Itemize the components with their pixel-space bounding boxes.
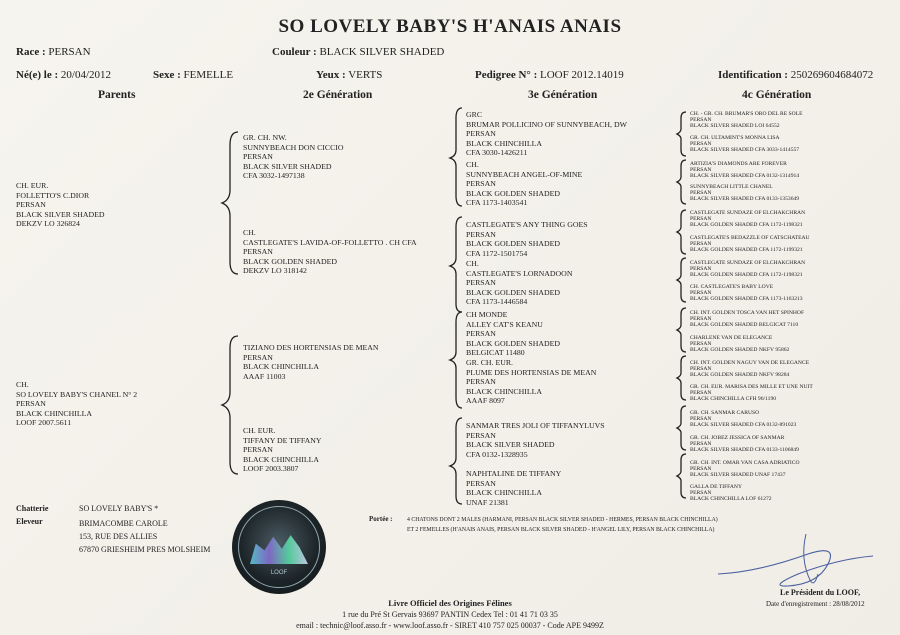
gen3-line: BLACK CHINCHILLA [466, 386, 543, 396]
gen4-line: BLACK SILVER SHADED CFA 0132-1314914 [690, 173, 800, 180]
race-label: Race : [16, 46, 46, 58]
gen2-line: SUNNYBEACH DON CICCIO [243, 142, 344, 152]
sexe-value: FEMELLE [183, 69, 234, 81]
gen3-line: NAPHTALINE DE TIFFANY [466, 469, 562, 478]
birth-label: Né(e) le : [16, 69, 59, 81]
gen4-line: BLACK SILVER SHADED CFA 3033-1414557 [690, 147, 800, 154]
gen4-line: PERSAN [690, 216, 712, 223]
gen3-entry-5 [466, 310, 560, 358]
gen4-line: PERSAN [690, 490, 712, 497]
gen2-line: CASTLEGATE'S LAVIDA-OF-FOLLETTO . CH CFA [243, 237, 417, 247]
sire-title: CH. EUR. [16, 181, 49, 190]
gen4-line: PERSAN [690, 366, 712, 373]
gen4-line: BLACK CHINCHILLA LOF 61272 [690, 496, 772, 503]
gen2-entry-2 [243, 228, 417, 276]
gen3-line: PERSAN [466, 430, 496, 440]
birth-value: 20/04/2012 [60, 69, 112, 81]
gen4-line: BLACK GOLDEN SHADED BELGICAT 7110 [690, 322, 799, 329]
gen4-line: CASTLEGATE SUNDAZE OF ELCHAKCHRAN [690, 210, 806, 216]
gen2-line: BLACK GOLDEN SHADED [243, 256, 337, 266]
gen3-line: CASTLEGATE'S LORNADOON [466, 268, 573, 278]
gen4-entry-7 [690, 260, 805, 279]
gen4-line: CASTLEGATE'S BEDAZZLE OF CATSCHATEAU [690, 235, 810, 241]
gen2-line: PERSAN [243, 445, 273, 455]
gen4-entry-6 [690, 235, 810, 254]
gen4-entry-14 [690, 435, 799, 454]
dam-reg: LOOF 2007.5611 [16, 418, 72, 428]
gen3-line: CFA 1173-1446584 [466, 297, 528, 307]
gen3-line: SANMAR TRES JOLI OF TIFFANYLUVS [466, 421, 605, 430]
gen4-entry-8 [690, 284, 803, 303]
gen2-line: TIFFANY DE TIFFANY [243, 435, 322, 445]
gen4-line: BLACK GOLDEN SHADED CFA 1172-1198321 [690, 222, 803, 229]
gen4-entry-11 [690, 360, 809, 379]
gen4-entry-3 [690, 161, 799, 180]
gen3-line: AAAF 8097 [466, 396, 505, 406]
gen4-line: PERSAN [690, 441, 712, 448]
yeux-value: VERTS [348, 69, 383, 81]
sire-reg: DEKZV LO 326824 [16, 219, 80, 229]
chatterie-value: SO LOVELY BABY'S * [79, 504, 159, 513]
page-title: SO LOVELY BABY'S H'ANAIS ANAIS [278, 16, 622, 37]
gen4-line: GR. CH. INT. OMAR VAN CASA ADRIATICO [690, 460, 800, 466]
loof-address: 1 rue du Pré St Gervais 93697 PANTIN Cedex Tel : 01 41 71 03 35 [342, 610, 558, 619]
gen3-line: ALLEY CAT'S KEANU [466, 319, 543, 329]
hologram-seal-icon [232, 500, 326, 594]
gen3-line: BRUMAR POLLICINO OF SUNNYBEACH, DW [466, 119, 627, 129]
gen4-line: PERSAN [690, 141, 712, 148]
gen4-line: BLACK SILVER SHADED CFA 0133-1353649 [690, 196, 800, 203]
gen3-line: BLACK CHINCHILLA [466, 488, 543, 498]
gen3-line: GRC [466, 110, 483, 119]
gen4-line: PERSAN [690, 167, 712, 174]
gen2-line: GR. CH. NW. [243, 133, 287, 142]
gen4-line: GR. CH. EUR. MARISA DES MILLE ET UNE NUIT [690, 384, 813, 390]
pedigree-value: LOOF 2012.14019 [539, 69, 624, 81]
identification-value: 250269604684072 [790, 69, 874, 81]
gen4-line: GALLA DE TIFFANY [690, 484, 743, 490]
sire-name: FOLLETTO'S C.DIOR [16, 190, 90, 200]
gen3-line: BLACK GOLDEN SHADED [466, 287, 560, 297]
gen4-entry-16 [690, 484, 772, 503]
gen2-entry-3 [243, 343, 379, 381]
gen3-entry-6 [466, 358, 596, 406]
gen3-entry-7 [466, 421, 605, 459]
gen3-line: CH. [466, 259, 479, 268]
dam-breed: PERSAN [16, 399, 46, 409]
column-gen4: 4c Génération [742, 89, 812, 101]
gen3-entry-2 [466, 160, 582, 208]
column-parents: Parents [98, 89, 136, 101]
column-gen2: 2e Génération [303, 89, 373, 101]
gen3-line: BLACK GOLDEN SHADED [466, 338, 560, 348]
gen4-line: PERSAN [690, 416, 712, 423]
gen3-line: PERSAN [466, 129, 496, 139]
portee-label: Portée : [369, 515, 393, 523]
sire-breed: PERSAN [16, 200, 46, 210]
president-title: Le Président du LOOF, [780, 588, 861, 597]
portee-line-2: ET 2 FEMELLES (H'ANAIS ANAIS, PERSAN BLACK SILVER SHADED - H'ANGEL LILY, PERSAN BLACK CHINCHILLA) [407, 527, 715, 533]
gen4-entry-13 [690, 410, 796, 429]
gen4-line: PERSAN [690, 266, 712, 273]
gen2-line: AAAF 11003 [243, 371, 286, 381]
gen3-line: PERSAN [466, 329, 496, 339]
gen4-entry-4 [690, 184, 799, 203]
gen2-line: CFA 3032-1497138 [243, 171, 305, 181]
gen4-line: PERSAN [690, 241, 712, 248]
portee-line-1: 4 CHATONS DONT 2 MALES (HARMANI, PERSAN BLACK SILVER SHADED - HERMES, PERSAN BLACK CHINCHILLA) [407, 517, 718, 523]
eleveur-block [79, 517, 210, 556]
gen3-line: CFA 0132-1328935 [466, 449, 528, 459]
gen3-line: UNAF 21381 [466, 497, 509, 507]
gen3-line: BLACK CHINCHILLA [466, 138, 543, 148]
gen4-line: BLACK SILVER SHADED LOI 64552 [690, 123, 780, 130]
eleveur-name: BRIMACOMBE CAROLE [79, 519, 168, 528]
gen4-line: BLACK GOLDEN SHADED NKFV 95862 [690, 347, 790, 354]
gen4-line: CH. INT. GOLDEN NAGUY VAN DE ELEGANCE [690, 360, 810, 366]
eleveur-city: 67870 GRIESHEIM PRES MOLSHEIM [79, 545, 211, 554]
gen4-line: BLACK GOLDEN SHADED NKFV 98284 [690, 372, 790, 379]
signature-icon [688, 514, 888, 594]
gen4-line: BLACK SILVER SHADED UNAF 17437 [690, 472, 786, 479]
registration-date: Date d'enregistrement : 28/08/2012 [766, 600, 865, 608]
gen3-line: PLUME DES HORTENSIAS DE MEAN [466, 367, 597, 377]
yeux-label: Yeux : [316, 69, 346, 81]
gen2-line: CH. EUR. [243, 426, 276, 435]
gen4-line: BLACK CHINCHILLA CFH 96/1190 [690, 396, 777, 403]
gen3-entry-3 [466, 220, 588, 258]
gen4-line: CH. - GR. CH. BRUMAR'S ORO DEL RE SOLE [690, 111, 803, 117]
gen2-line: DEKZV LO 318142 [243, 266, 307, 276]
identification-label: Identification : [718, 69, 788, 81]
couleur-label: Couleur : [272, 46, 317, 58]
gen3-line: CFA 1173-1403541 [466, 198, 528, 208]
gen2-line: TIZIANO DES HORTENSIAS DE MEAN [243, 343, 379, 352]
gen4-line: BLACK GOLDEN SHADED CFA 1172-1199321 [690, 247, 803, 254]
gen4-line: BLACK GOLDEN SHADED CFA 1173-1163213 [690, 296, 803, 303]
column-gen3: 3e Génération [528, 89, 598, 101]
gen4-entry-15 [690, 460, 800, 479]
gen4-line: PERSAN [690, 117, 712, 124]
gen4-entry-9 [690, 310, 804, 329]
gen3-line: BLACK GOLDEN SHADED [466, 239, 560, 249]
gen4-entry-10 [690, 335, 789, 354]
gen4-line: CH. CASTLEGATE'S BABY LOVE [690, 284, 774, 290]
gen4-line: PERSAN [690, 190, 712, 197]
gen3-line: SUNNYBEACH ANGEL-OF-MINE [466, 169, 583, 179]
gen4-line: BLACK GOLDEN SHADED CFA 1172-1198321 [690, 272, 803, 279]
gen4-line: CHARLENE VAN DE ELEGANCE [690, 335, 773, 341]
race-value: PERSAN [48, 46, 91, 58]
loof-contact: email : technic@loof.asso.fr - www.loof.asso.fr - SIRET 410 757 025 00037 - Code APE 9499Z [296, 621, 604, 630]
gen4-line: PERSAN [690, 316, 712, 323]
gen4-line: PERSAN [690, 466, 712, 473]
gen4-line: PERSAN [690, 390, 712, 397]
gen3-line: CASTLEGATE'S ANY THING GOES [466, 220, 588, 229]
gen2-line: PERSAN [243, 152, 273, 162]
gen4-line: BLACK SILVER SHADED CFA 0133-1106849 [690, 447, 799, 454]
gen3-entry-4 [466, 259, 572, 307]
sire-color: BLACK SILVER SHADED [16, 209, 105, 219]
gen2-line: BLACK CHINCHILLA [243, 362, 320, 372]
portee-block [407, 515, 718, 535]
dam-block [16, 380, 137, 428]
gen3-line: PERSAN [466, 179, 496, 189]
gen2-entry-1 [243, 133, 344, 181]
gen4-entry-5 [690, 210, 805, 229]
gen4-line: ARTIZIA'S DIAMONDS ARE FOREVER [690, 161, 787, 167]
gen3-line: GR. CH. EUR. [466, 358, 514, 367]
gen2-entry-4 [243, 426, 322, 474]
livre-title: Livre Officiel des Origines Félines [388, 598, 512, 608]
gen4-line: PERSAN [690, 341, 712, 348]
gen4-line: CH. INT. GOLDEN TOSCA VAN HET SPINHOF [690, 310, 805, 316]
gen2-line: PERSAN [243, 352, 273, 362]
gen4-entry-12 [690, 384, 813, 403]
pedigree-label: Pedigree N° : [475, 69, 538, 81]
gen2-line: PERSAN [243, 247, 273, 257]
gen3-entry-8 [466, 469, 561, 507]
gen3-line: BLACK SILVER SHADED [466, 440, 555, 450]
gen3-line: CH. [466, 160, 479, 169]
gen3-line: BLACK GOLDEN SHADED [466, 188, 560, 198]
sexe-label: Sexe : [153, 69, 181, 81]
gen4-line: PERSAN [690, 290, 712, 297]
dam-color: BLACK CHINCHILLA [16, 408, 93, 418]
gen4-entry-2 [690, 135, 799, 154]
gen4-line: GR. CH. SANMAR CARUSO [690, 410, 760, 416]
eleveur-label: Eleveur [16, 517, 43, 526]
gen2-line: LOOF 2003.3807 [243, 464, 299, 474]
gen3-line: PERSAN [466, 377, 496, 387]
gen2-line: BLACK CHINCHILLA [243, 454, 320, 464]
gen3-line: CFA 3030-1426211 [466, 148, 528, 158]
gen4-line: GR. CH. ULTAMINT'S MONNA LISA [690, 135, 780, 141]
sire-block [16, 181, 105, 229]
dam-title: CH. [16, 380, 29, 389]
gen4-line: GR. CH. JOBEZ JESSICA OF SANMAR [690, 435, 785, 441]
couleur-value: BLACK SILVER SHADED [319, 46, 445, 58]
gen3-line: CH MONDE [466, 310, 508, 319]
gen4-line: SUNNYBEACH LITTLE CHANEL [690, 184, 773, 190]
chatterie-label: Chatterie [16, 504, 49, 513]
seal-label: LOOF [270, 570, 288, 576]
gen3-line: BELGICAT 11480 [466, 348, 525, 358]
gen3-line: PERSAN [466, 229, 496, 239]
gen4-entry-1 [690, 111, 803, 130]
gen2-line: BLACK SILVER SHADED [243, 161, 332, 171]
dam-name: SO LOVELY BABY'S CHANEL N° 2 [16, 389, 138, 399]
gen3-line: PERSAN [466, 478, 496, 488]
gen2-line: CH. [243, 228, 256, 237]
gen4-line: CASTLEGATE SUNDAZE OF ELCHAKCHRAN [690, 260, 806, 266]
gen4-line: BLACK SILVER SHADED CFA 0132-891023 [690, 422, 797, 429]
gen3-line: PERSAN [466, 278, 496, 288]
gen3-line: CFA 1172-1501754 [466, 248, 528, 258]
gen3-entry-1 [466, 110, 627, 158]
eleveur-street: 153, RUE DES ALLIES [79, 532, 158, 541]
